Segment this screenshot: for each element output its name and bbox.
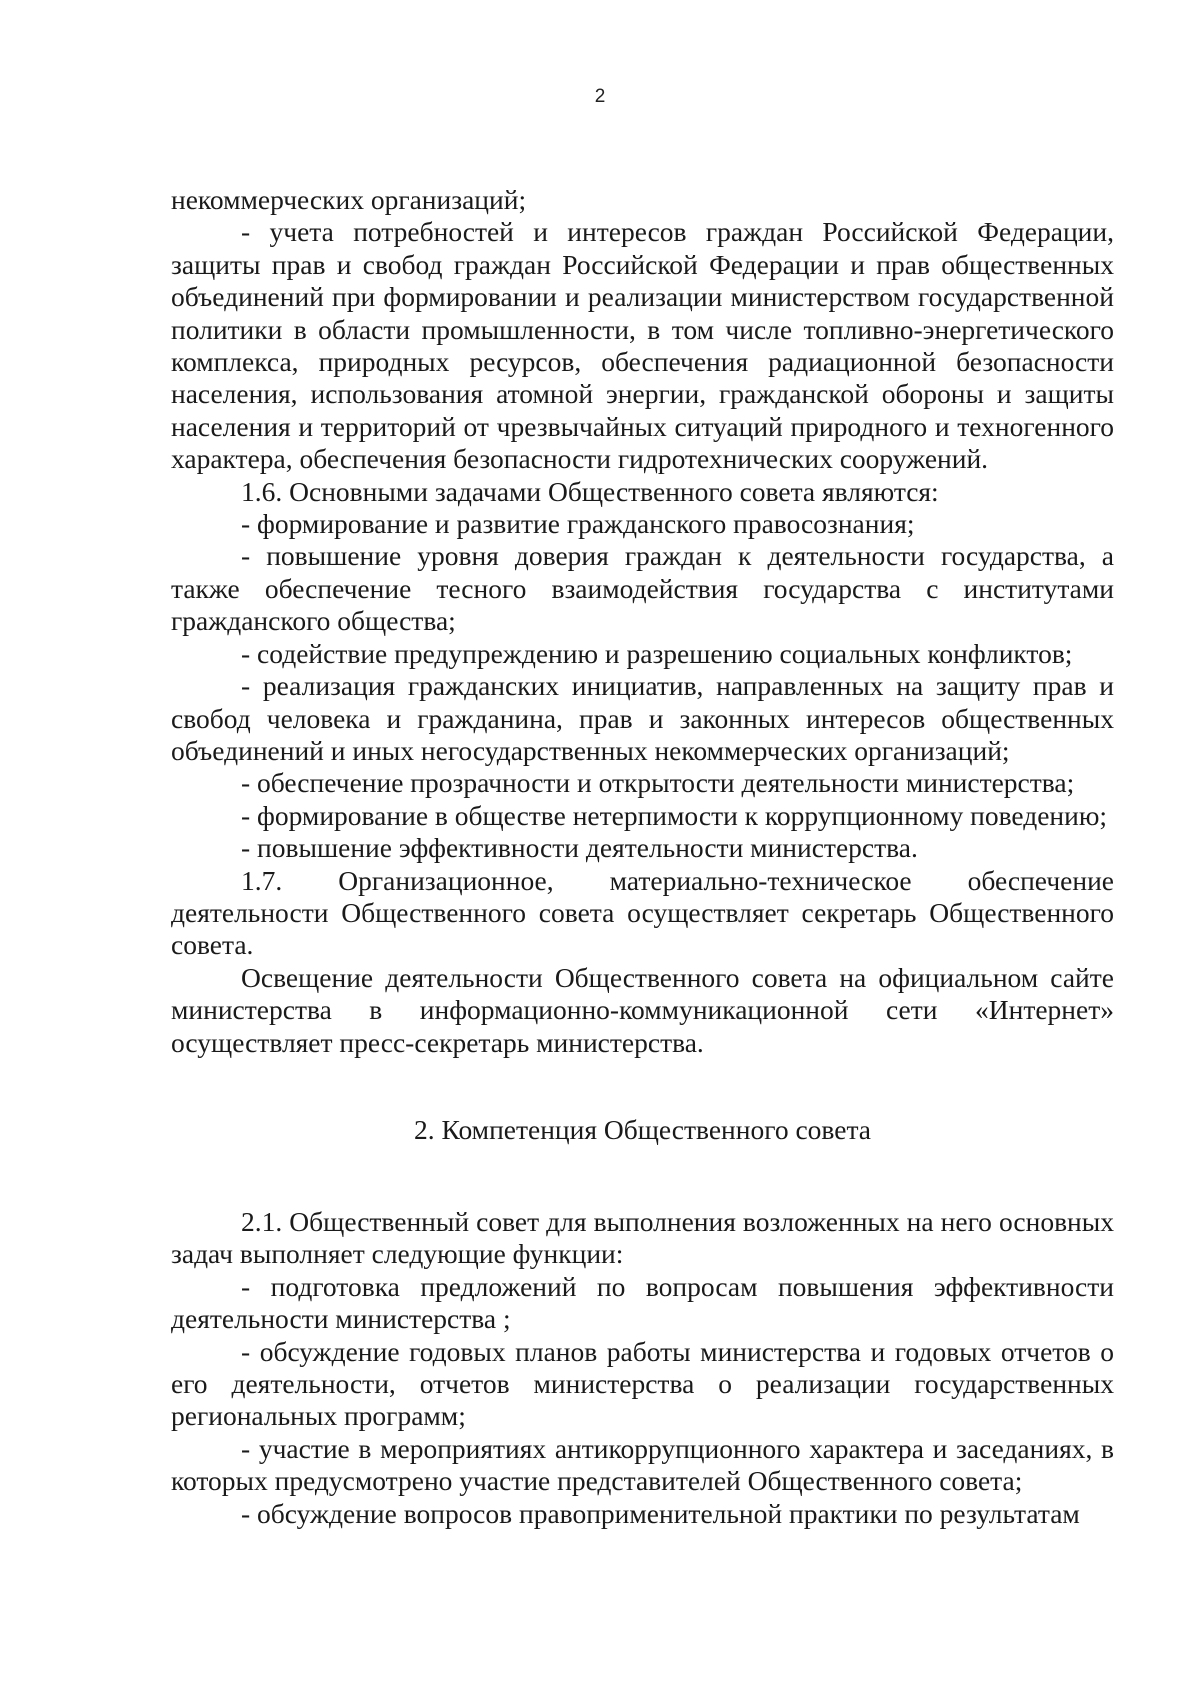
list-item: - содействие предупреждению и разрешению социальных конфликтов;	[241, 637, 1073, 669]
paragraph: 2.1. Общественный совет для выполнения возложенных на него основных задач выполняет следующие функции:	[171, 1205, 1114, 1270]
paragraph: Освещение деятельности Общественного совета на официальном сайте министерства в информационно-коммуникационной сети «Интернет» осуществляет пресс-секретарь министерства.	[171, 961, 1114, 1058]
list-item: - повышение уровня доверия граждан к деятельности государства, а также обеспечение тесного взаимодействия государства с институтами гражданского общества;	[171, 540, 1114, 637]
list-item: - подготовка предложений по вопросам повышения эффективности деятельности министерства ;	[171, 1270, 1114, 1335]
paragraph: - учета потребностей и интересов граждан Российской Федерации, защиты прав и свобод граждан Российской Федерации и прав общественных объединений при формировании и реализации министерством государственной политики в области промышленности, в том числе топливно-энергетического комплекса, природных ресурсов, обеспечения радиационной безопасности населения, использования атомной энергии, гражданской обороны и защиты населения и территорий от чрезвычайных ситуаций природного и техногенного характера, обеспечения безопасности гидротехнических сооружений.	[171, 216, 1114, 475]
list-item: - обсуждение годовых планов работы министерства и годовых отчетов о его деятельности, отчетов министерства о реализации государственных региональных программ;	[171, 1335, 1114, 1432]
section-heading: 2. Компетенция Общественного совета	[413, 1113, 872, 1145]
list-item: - формирование и развитие гражданского правосознания;	[241, 508, 915, 540]
document-body	[171, 184, 1114, 1530]
page-number: 2	[594, 86, 606, 107]
list-item: - реализация гражданских инициатив, направленных на защиту прав и свобод человека и гражданина, прав и законных интересов общественных объединений и иных негосударственных некоммерческих организаций;	[171, 670, 1114, 766]
list-item: - участие в мероприятиях антикоррупционного характера и заседаниях, в которых предусмотрено участие представителей Общественного совета;	[171, 1432, 1114, 1497]
paragraph: 1.6. Основными задачами Общественного совета являются:	[241, 475, 939, 507]
list-item: - повышение эффективности деятельности министерства.	[241, 832, 918, 864]
paragraph: 1.7. Организационное, материально-техническое обеспечение деятельности Общественного совета осуществляет секретарь Общественного совета.	[171, 864, 1114, 961]
paragraph: некоммерческих организаций;	[171, 184, 527, 215]
list-item: - формирование в обществе нетерпимости к коррупционному поведению;	[241, 799, 1108, 831]
list-item: - обсуждение вопросов правоприменительной практики по результатам	[241, 1497, 1080, 1529]
list-item: - обеспечение прозрачности и открытости деятельности министерства;	[241, 767, 1075, 799]
